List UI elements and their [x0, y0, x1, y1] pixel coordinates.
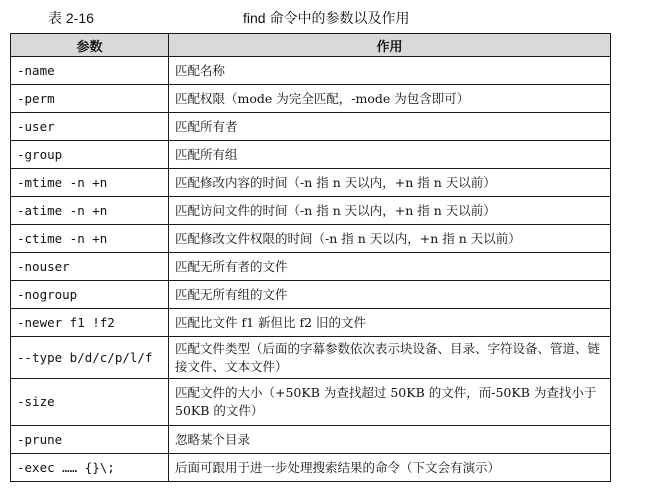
desc-cell: 匹配无所有者的文件 [169, 253, 611, 281]
table-row [11, 197, 611, 225]
param-cell: -mtime -n +n [11, 169, 169, 197]
desc-cell: 匹配文件类型（后面的字幕参数依次表示块设备、目录、字符设备、管道、链接文件、文本文件） [169, 337, 611, 379]
table-row [11, 379, 611, 426]
table-title: find 命令中的参数以及作用 [243, 10, 410, 26]
desc-cell: 匹配修改文件权限的时间（-n 指 n 天以内，+n 指 n 天以前） [169, 225, 611, 253]
param-cell: -name [11, 57, 169, 85]
table-row [11, 57, 611, 85]
param-cell: -perm [11, 85, 169, 113]
param-cell: -size [11, 379, 169, 426]
table-row [11, 169, 611, 197]
table-row [11, 113, 611, 141]
desc-cell: 匹配权限（mode 为完全匹配，-mode 为包含即可） [169, 85, 611, 113]
desc-cell: 匹配文件的大小（+50KB 为查找超过 50KB 的文件，而-50KB 为查找小于 50KB 的文件） [169, 379, 611, 426]
table-row [11, 85, 611, 113]
param-cell: -nogroup [11, 281, 169, 309]
desc-cell: 匹配比文件 f1 新但比 f2 旧的文件 [169, 309, 611, 337]
desc-cell: 匹配名称 [169, 57, 611, 85]
table-row [11, 141, 611, 169]
table-caption [0, 8, 651, 28]
table-row [11, 281, 611, 309]
param-cell: -ctime -n +n [11, 225, 169, 253]
param-cell: -atime -n +n [11, 197, 169, 225]
table-row [11, 454, 611, 482]
param-cell: -newer f1 !f2 [11, 309, 169, 337]
table-number: 表 2-16 [48, 10, 94, 26]
table-row [11, 426, 611, 454]
desc-cell: 忽略某个目录 [169, 426, 611, 454]
param-cell: -user [11, 113, 169, 141]
desc-cell: 匹配所有者 [169, 113, 611, 141]
column-header-function: 作用 [169, 34, 611, 57]
table-row [11, 337, 611, 379]
table-row [11, 253, 611, 281]
desc-cell: 匹配访问文件的时间（-n 指 n 天以内，+n 指 n 天以前） [169, 197, 611, 225]
find-parameters-table [10, 33, 611, 482]
desc-cell: 匹配所有组 [169, 141, 611, 169]
desc-cell: 匹配无所有组的文件 [169, 281, 611, 309]
param-cell: -exec …… {}\; [11, 454, 169, 482]
param-cell: -group [11, 141, 169, 169]
column-header-parameter: 参数 [11, 34, 169, 57]
table-row [11, 225, 611, 253]
table-row [11, 309, 611, 337]
param-cell: -nouser [11, 253, 169, 281]
param-cell: -prune [11, 426, 169, 454]
param-cell: --type b/d/c/p/l/f [11, 337, 169, 379]
desc-cell: 匹配修改内容的时间（-n 指 n 天以内，+n 指 n 天以前） [169, 169, 611, 197]
table-header-row [11, 34, 611, 57]
desc-cell: 后面可跟用于进一步处理搜索结果的命令（下文会有演示） [169, 454, 611, 482]
